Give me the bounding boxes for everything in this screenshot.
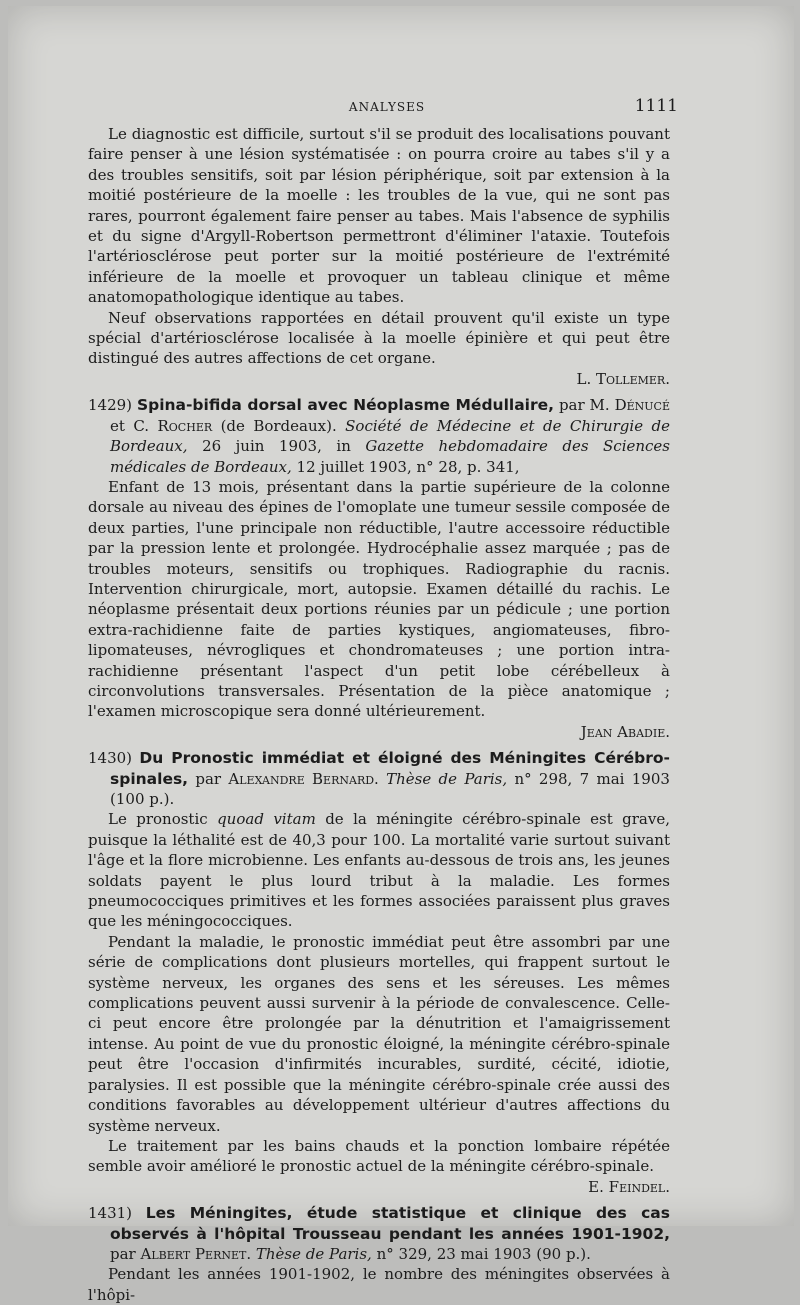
- entry-1430-paragraph-1: [88, 809, 670, 931]
- entry-1429-signature: Jean Abadie.: [580, 722, 670, 741]
- intro-signature: L. Tollemer.: [576, 369, 670, 388]
- entry-1431-paragraph-1: Pendant les années 1901-1902, le nombre des méningites observées à l'hôpi-: [88, 1265, 670, 1304]
- entry-1429-source-2: Gazette hebdomadaire des Sciences médicales de Bordeaux,: [110, 437, 671, 476]
- entry-1431-details: n° 329, 23 mai 1903 (90 p.).: [376, 1244, 591, 1263]
- entry-1430-author: Alexandre Bernard.: [228, 769, 379, 788]
- entry-1431-by: par: [110, 1244, 136, 1263]
- entry-1429-number: 1429): [88, 396, 133, 415]
- entry-1429-author-2: Rocher: [157, 416, 213, 435]
- entry-1429-in: in: [336, 437, 351, 456]
- entry-1429-date-1: 26 juin 1903,: [202, 437, 322, 456]
- entry-1429-title: Spina-bifida dorsal avec Néoplasme Médullaire,: [136, 396, 555, 415]
- entry-1430-paragraph-1-rest: de la méningite cérébro-spinale est grave, puisque la léthalité est de 40,3 pour 100. La mortalité varie surtout suivant l'âge et la flore microbienne. Les enfants au-dessous de trois ans, les jeunes soldats payent le plus lourd tribut à la maladie. Les formes pneumococciques primitives et les formes associées paraissent plus graves que les méningococciques.: [88, 810, 670, 931]
- entry-1429-heading: [88, 395, 670, 477]
- entry-1431-author: Albert Pernet.: [140, 1244, 252, 1263]
- entry-1430-source: Thèse de Paris,: [386, 769, 508, 788]
- page-body: [88, 124, 670, 1305]
- entry-1431-title: Les Méningites, étude statistique et clinique des cas observés à l'hôpital Trousseau pendant les années 1901-1902,: [110, 1204, 670, 1243]
- page-number: 1111: [634, 96, 678, 116]
- intro-paragraph-2: Neuf observations rapportées en détail prouvent qu'il existe un type spécial d'artériosclérose localisée à la moelle épinière et qui peut être distingué des autres affections de cet organe.: [88, 308, 670, 368]
- page-header: [96, 96, 678, 120]
- entry-1429-author-1: Dénucé: [614, 396, 670, 415]
- entry-1430-title: Du Pronostic immédiat et éloigné des Méningites Cérébro-spinales,: [110, 749, 670, 788]
- entry-1430-signature: E. Feindel.: [588, 1177, 670, 1196]
- entry-1429-and: et: [110, 416, 125, 435]
- entry-1430-details: n° 298, 7 mai 1903 (100 p.).: [110, 769, 670, 808]
- entry-1430-heading: [88, 748, 670, 809]
- entry-1430-by: par: [195, 769, 222, 788]
- entry-1430-paragraph-1-start: Le pronostic: [108, 810, 208, 829]
- entry-1429-author-2-place: (de Bordeaux).: [220, 416, 337, 435]
- entry-1429-author-2-initial: C.: [133, 416, 150, 435]
- entry-1431-source: Thèse de Paris,: [255, 1244, 372, 1263]
- running-head: ANALYSES: [348, 100, 426, 114]
- entry-1429-source-1: Société de Médecine et de Chirurgie de Bordeaux,: [110, 416, 670, 456]
- entry-1430-paragraph-2: Pendant la maladie, le pronostic immédiat peut être assombri par une série de complications dont plusieurs mortelles, qui frappent surtout le système nerveux, les organes des sens et les séreuses. Les mêmes complications peuvent aussi survenir à la période de convalescence. Celle-ci peut encore être prolongée par la dénutrition et l'amaigrissement intense. Au point de vue du pronostic éloigné, la méningite cérébro-spinale peut être l'occasion d'infirmités incurables, surdité, cécité, idiotie, paralysies. Il est possible que la méningite cérébro-spinale crée aussi des conditions favorables au développement ultérieur d'autres affections du système nerveux.: [88, 932, 670, 1135]
- entry-1430-paragraph-1-italic: quoad vitam: [217, 810, 316, 829]
- entry-1430-number: 1430): [88, 749, 133, 768]
- entry-1431-heading: [88, 1203, 670, 1264]
- entry-1431-number: 1431): [88, 1204, 133, 1223]
- entry-1429-by: par M.: [558, 396, 610, 415]
- intro-paragraph-1: Le diagnostic est difficile, surtout s'il se produit des localisations pouvant faire penser à une lésion systématisée : on pourra croire au tabes s'il y a des troubles sensitifs, soit par lésion périphérique, soit par extension à la moitié postérieure de la moelle : les troubles de la vue, qui ne sont pas rares, pourront également faire penser au tabes. Mais l'absence de syphilis et du signe d'Argyll-Robertson permettront d'éliminer l'ataxie. Toutefois l'artériosclérose peut porter sur la moitié postérieure de l'extrémité inférieure de la moelle et provoquer un tableau clinique et même anatomopathologique identique au tabes.: [88, 125, 670, 307]
- entry-1429-date-2: 12 juillet 1903, n° 28, p. 341,: [296, 457, 520, 476]
- entry-1430-paragraph-3: Le traitement par les bains chauds et la ponction lombaire répétée semble avoir amélioré le pronostic actuel de la méningite cérébro-spinale.: [88, 1136, 670, 1176]
- entry-1429-paragraph-1: Enfant de 13 mois, présentant dans la partie supérieure de la colonne dorsale au niveau des épines de l'omoplate une tumeur sessile composée de deux parties, l'une principale non réductible, l'autre accessoire réductible par la pression lente et prolongée. Hydrocéphalie assez marquée ; pas de troubles moteurs, sensitifs ou trophiques. Radiographie du racnis. Intervention chirurgicale, mort, autopsie. Examen détaillé du rachis. Le néoplasme présentait deux portions réunies par un pédicule ; une portion extra-rachidienne faite de parties kystiques, angiomateuses, fibro-lipomateuses, névrogliques et chondromateuses ; une portion intra-rachidienne présentant l'aspect d'un petit lobe cérébelleux à circonvolutions transversales. Présentation de la pièce anatomique ; l'examen microscopique sera donné ultérieurement.: [88, 477, 670, 721]
